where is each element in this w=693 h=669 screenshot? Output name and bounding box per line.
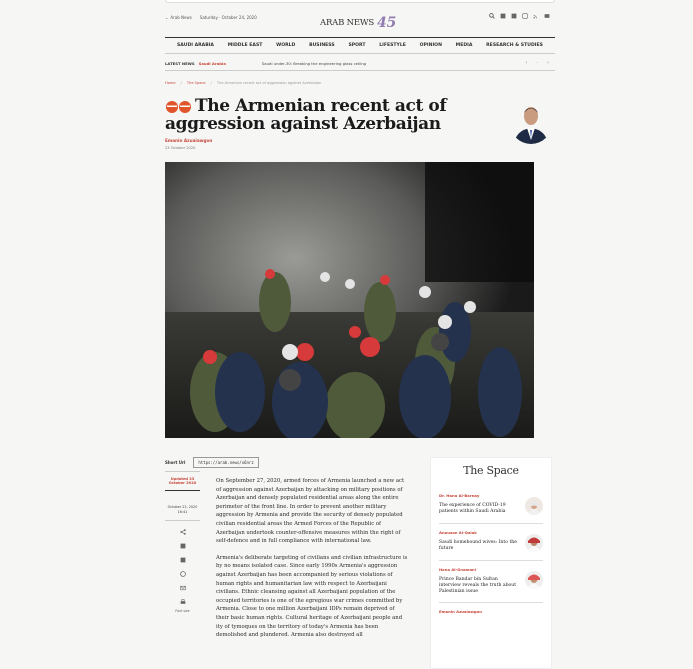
mail-icon[interactable] <box>544 13 550 19</box>
whatsapp-share-icon[interactable] <box>180 571 186 577</box>
facebook-icon[interactable] <box>500 13 506 19</box>
twitter-icon[interactable] <box>511 13 517 19</box>
the-space-item[interactable] <box>439 561 543 603</box>
latest-news-category[interactable]: Saudi Arabia <box>198 60 226 66</box>
facebook-share-icon[interactable] <box>180 543 186 549</box>
the-space-panel <box>430 457 552 669</box>
updated-date: October 23, 2020 16:41 <box>165 505 200 520</box>
the-space-author[interactable]: Hana Al-Gnamani <box>439 567 477 572</box>
short-url-label: Short Url <box>165 460 186 465</box>
instagram-icon[interactable] <box>522 13 528 19</box>
email-share-icon[interactable] <box>180 585 186 591</box>
avatar <box>525 534 543 552</box>
page-title: The Armenian recent act of aggression against Azerbaijan <box>165 96 447 134</box>
chevron-left-icon[interactable]: ‹ <box>525 60 528 66</box>
main-nav <box>165 37 555 54</box>
chevron-down-icon: ⌄ <box>165 14 169 20</box>
nav-item-business[interactable]: BUSINESS <box>309 43 335 48</box>
search-icon[interactable] <box>489 13 495 19</box>
article-title-box <box>165 97 510 133</box>
article-date: 23 October 2020 <box>165 146 196 150</box>
article-paragraph: On September 27, 2020, armed forces of Armenia launched a new act of aggression against Azerbaijan by attacking on military positions of Azerbaijan and densely populated residential areas along the entire perimeter of the front line. In order to prevent another military aggression by Armenia and provide the security of densely populated civilian residential areas the Armed Forces of the Republic of Azerbaijan undertook counter-offensive measures within the right of self-defence and in full compliance with international law. <box>216 478 405 545</box>
site-logo[interactable]: ARAB NEWS 45 <box>320 15 397 31</box>
nav-item-middle-east[interactable]: MIDDLE EAST <box>227 43 263 48</box>
short-url-box <box>165 457 259 468</box>
nav-item-saudi-arabia[interactable]: SAUDI ARABIA <box>177 43 214 48</box>
top-icons <box>489 13 550 19</box>
the-space-headline[interactable]: Saudi homebound wives: Into the future <box>439 540 517 551</box>
avatar <box>525 497 543 515</box>
opinion-quote-icon <box>165 100 193 114</box>
nav-item-research[interactable]: RESEARCH & STUDIES <box>486 43 543 48</box>
pause-icon[interactable]: · <box>536 60 538 66</box>
chevron-right-icon[interactable]: › <box>547 60 549 66</box>
article-paragraph: Armenia's deliberate targeting of civilians and civilian infrastructure is by no means isolated case. Since early 1990s Armenia's aggression against Azerbaijan has been accompanied by serious violations of human rights and humanitarian law with respect to Azerbaijani civilians. Ethnic cleansing against all Azerbaijani population of the occupied territories is one of the egregious war crimes committed by Armenia. Close to one million Azerbaijani IDPs remain deprived of their basic human rights. Cultural heritage of Azerbaijani people and ity of tymoques on the territory of today's Armenia has been demolished and plundered. Armenia also destroyed all <box>216 554 408 639</box>
breadcrumb: Home / The Space / The Armenian recent act of aggression against Azerbaijan <box>165 81 322 85</box>
the-space-title[interactable]: The Space <box>463 464 519 477</box>
breadcrumb-the-space[interactable]: The Space <box>186 81 206 85</box>
the-space-item[interactable] <box>439 524 543 561</box>
nav-item-lifestyle[interactable]: LIFESTYLE <box>379 43 406 48</box>
author-avatar <box>510 100 552 144</box>
avatar <box>525 571 543 589</box>
article-body <box>216 477 408 648</box>
print-icon[interactable] <box>180 599 186 605</box>
breadcrumb-current: The Armenian recent act of aggression against Azerbaijan <box>216 81 322 85</box>
edition-selector[interactable]: ⌄ Arab News <box>165 14 192 20</box>
share-icon[interactable] <box>180 529 186 535</box>
top-search-strip <box>165 0 555 3</box>
current-date: Saturday · October 24, 2020 <box>199 14 257 20</box>
the-space-author[interactable]: Anousan Al-Qalak <box>439 530 477 535</box>
the-space-headline[interactable]: Prince Bandar bin Sultan interview reveals the truth about Palestinian issue <box>439 577 517 594</box>
short-url-field[interactable]: https://arab.news/x6nrz <box>193 457 258 468</box>
article-sidebar <box>165 471 200 613</box>
nav-item-world[interactable]: WORLD <box>276 43 296 48</box>
latest-news-ticker <box>165 56 555 71</box>
the-space-item[interactable] <box>439 487 543 524</box>
breadcrumb-home[interactable]: Home <box>165 81 176 85</box>
the-space-item[interactable] <box>439 603 543 627</box>
the-space-author[interactable]: Emanin Azuaiawgon <box>439 609 482 615</box>
nav-item-sport[interactable]: SPORT <box>348 43 366 48</box>
nav-item-opinion[interactable]: OPINION <box>419 43 442 48</box>
article-author[interactable]: Emanin Azuaiawgon <box>165 138 213 143</box>
nav-item-media[interactable]: MEDIA <box>455 43 473 48</box>
twitter-share-icon[interactable] <box>180 557 186 563</box>
the-space-author[interactable]: Dr. Hana Al-Barnay <box>439 493 480 498</box>
updated-author: Updated 23 October 2020 <box>165 471 200 491</box>
font-size-control[interactable]: Font size <box>175 608 190 613</box>
latest-news-headline[interactable]: Saudi under-30: Breaking the engineering glass ceiling <box>261 60 367 66</box>
rss-icon[interactable] <box>533 13 539 19</box>
the-space-headline[interactable]: The experience of COVID-19 patients within Saudi Arabia <box>439 503 506 514</box>
latest-news-label: LATEST NEWS <box>165 60 195 66</box>
article-photo <box>165 162 534 438</box>
